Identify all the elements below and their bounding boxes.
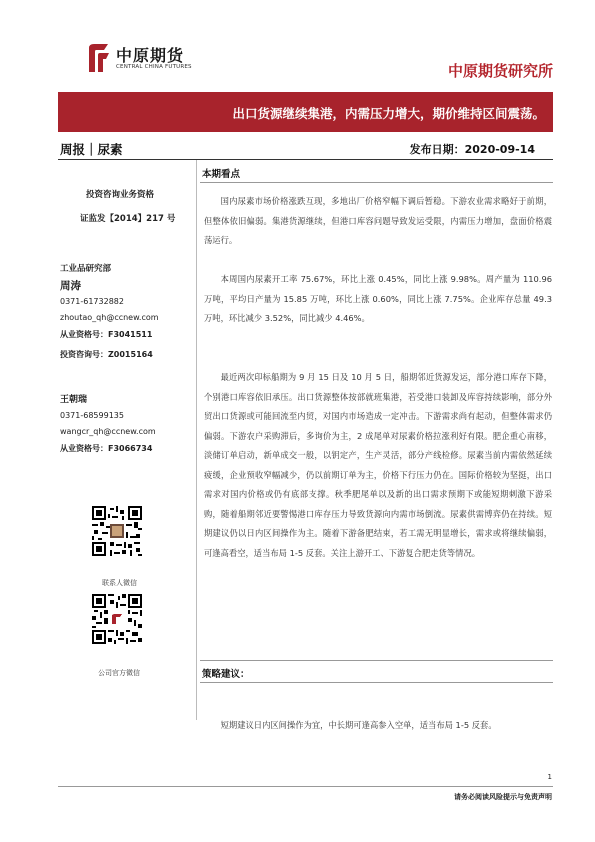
qualification-number: 证监发【2014】217 号 xyxy=(80,214,176,224)
page-header xyxy=(0,0,595,90)
paragraph-analysis: 最近两次印标船期为 9 月 15 日及 10 月 5 日，船期邻近货源发运，部分港口库存下降，个别港口库容依旧承压。出口货源整体按部就班集港，若受港口装卸及库容持续影响，部分外贸出口货源或可能回流至内贸，对国内市场造成一定冲击。下游需求尚有起动，但整体需求仍偏弱。下游农户采购滞后，多询价为主，2 成尾单对尿素价格拉涨利好有限。肥企重心南移，淡储订单启动，新单成交一般，以钥定产，生产灵活，部分产线检修。尿素当前内需依然延续疲缓，企业预收窄幅减少，仍以前期订单为主，价格下行压力仍在。国际价格较为坚挺，出口需求对国内价格或仍有底部支撑。秋季肥尾单以及新的出口需求预期下或能短期刺激下游采购，随着船期邻近要警惕港口库存压力导致货源向内需市场倒流。尿素供需博弈仍在持续。短期建议仍以日内区间操作为主。随着下游备肥结束，若工需无明显增长，需求或将继续偏弱，可逢高看空，适当布局 1-5 反套。关注上游开工、下游复合肥走货等情况。 xyxy=(204,372,552,558)
analyst-email[interactable]: zhoutao_qh@ccnew.com xyxy=(60,313,159,322)
section-title-strategy: 策略建议： xyxy=(202,669,250,680)
logo-mark-icon xyxy=(86,42,112,74)
institute-name: 中原期货研究所 xyxy=(447,62,553,80)
section-divider xyxy=(200,182,553,183)
paragraph-supply-data: 本周国内尿素开工率 75.67%，环比上涨 0.45%，同比上涨 9.98%。周产量为 110.96 万吨，平均日产量为 15.85 万吨，环比上涨 0.60%，同比上涨 7.75%。企业库存总量 49.3 万吨，环比减少 3.52%，同比减少 4.46%。 xyxy=(204,274,552,323)
analyst-license: 从业资格号：F3041511 xyxy=(60,330,153,339)
qr-caption: 公司官方微信 xyxy=(98,669,140,677)
section-divider xyxy=(200,682,553,683)
contact-wechat-qr-icon xyxy=(92,506,142,556)
qualification-title: 投资咨询业务资格 xyxy=(86,190,155,200)
analyst-phone: 0371-68599135 xyxy=(60,411,124,420)
official-wechat-qr-icon xyxy=(92,594,142,644)
report-type: 周报｜尿素 xyxy=(60,142,123,157)
analyst-license: 从业资格号：F3066734 xyxy=(60,444,153,453)
headline-text: 出口货源继续集港，内需压力增大，期价维持区间震荡。 xyxy=(232,106,545,121)
company-logo xyxy=(86,42,192,76)
section-title-highlights: 本期看点 xyxy=(202,169,241,180)
department-name: 工业品研究部 xyxy=(60,264,112,274)
paragraph-strategy: 短期建议日内区间操作为宜，中长期可逢高参入空单，适当布局 1-5 反套。 xyxy=(220,720,497,730)
risk-disclaimer-link[interactable]: 请务必阅读风险提示与免责声明 xyxy=(454,793,552,801)
analyst-email[interactable]: wangcr_qh@ccnew.com xyxy=(60,427,156,436)
page-number: 1 xyxy=(547,773,552,781)
footer-divider xyxy=(58,786,553,787)
logo-chinese-text: 中原期货 xyxy=(116,46,185,65)
paragraph-market-summary: 国内尿素市场价格涨跌互现，多地出厂价格窄幅下调后暂稳。下游农业需求略好于前期，但整体依旧偏弱。集港货源继续，但港口库容问题导致发运受限，内需压力增加，盘面价格震荡运行。 xyxy=(204,196,552,245)
analyst-name: 王朝瑞 xyxy=(60,395,88,405)
column-divider xyxy=(196,160,197,720)
analyst-consult-number: 投资咨询号：Z0015164 xyxy=(60,350,153,359)
analyst-sidebar xyxy=(58,160,196,720)
section-divider xyxy=(200,660,553,661)
report-subhead xyxy=(58,138,553,160)
analyst-name: 周涛 xyxy=(60,280,81,292)
headline-banner xyxy=(58,92,553,132)
qr-caption: 联系人微信 xyxy=(102,579,137,587)
analyst-phone: 0371-61732882 xyxy=(60,297,124,306)
logo-english-text: CENTRAL CHINA FUTURES xyxy=(116,64,192,70)
publish-date: 发布日期：2020-09-14 xyxy=(409,143,535,156)
